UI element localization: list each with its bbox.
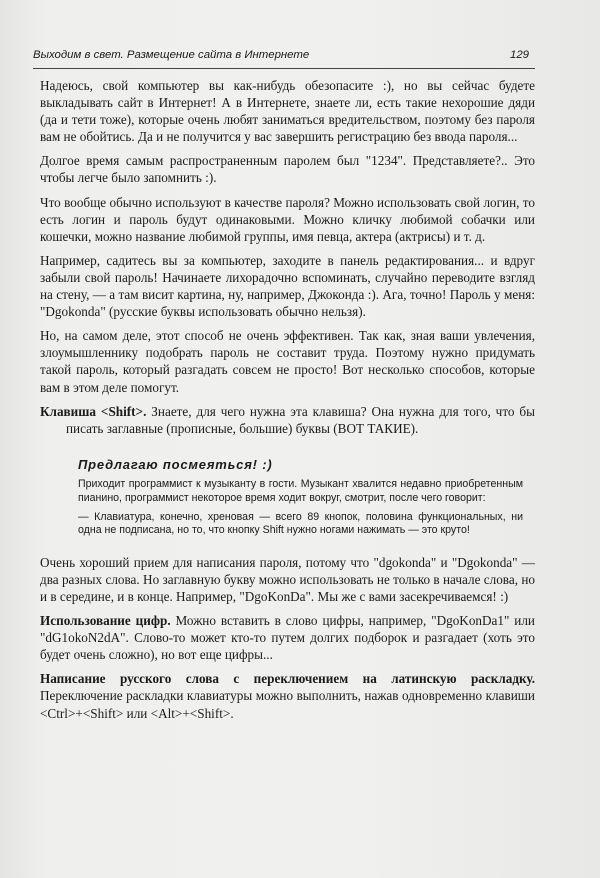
paragraph: Например, садитесь вы за компьютер, заходите в панель редактирования... и вдруг забыли свой пароль! Начинаете лихорадочно вспоминать, случайно переводите взгляд на стену, — а там висит картина, ну, например, Джоконда :). Ага, точно! Пароль у меня: "Dgokonda" (русские буквы использовать обычно нельзя). (40, 252, 535, 320)
paragraph-layout (40, 670, 535, 721)
sidebar-paragraph: — Клавиатура, конечно, хреновая — всего 89 кнопок, половина функциональных, ни одна не подписана, но то, что кнопку Shift нужно ногами нажимать — это круто! (78, 511, 523, 537)
humor-sidebar (44, 458, 531, 538)
paragraph-label: Использование цифр. (40, 613, 171, 629)
paragraph-text: Знаете, для чего нужна эта клавиша? Она нужна для того, что бы писать заглавные (прописные, большие) буквы (ВОТ ТАКИЕ). (66, 403, 535, 436)
running-header (33, 44, 535, 69)
page-body (40, 77, 535, 729)
paragraph-digits (40, 612, 535, 663)
paragraph: Очень хороший прием для написания пароля, потому что "dgokonda" и "Dgokonda" — два разных слова. Но заглавную букву можно использовать не только в начале слова, но и в середине, и в конце. Например, "DgoKonDa". Мы же с вами засекречиваемся! :) (40, 554, 535, 604)
paragraph: Долгое время самым распространенным паролем был "1234". Представляете?.. Это чтобы легче было запомнить :). (40, 153, 535, 186)
paragraph: Надеюсь, свой компьютер вы как-нибудь обезопасите :), но вы сейчас будете выкладывать сайт в Интернет! А в Интернете, знаете ли, есть такие нехорошие дяди (да и тети тоже), которые очень любят заниматься вредительством, поэтому без пароля вам не обойтись. Да и не получится у вас завершить регистрацию без ввода пароля... (40, 78, 535, 145)
page-number: 129 (509, 49, 529, 61)
chapter-title: Выходим в свет. Размещение сайта в Интернете (33, 49, 310, 61)
paragraph: Но, на самом деле, этот способ не очень эффективен. Так как, зная ваши увлечения, злоумышленнику подобрать пароль не составит труда. Поэтому нужно придумать такой пароль, который разгадать совсем не просто! Вот несколько способов, которые вам в этом деле помогут. (40, 328, 535, 395)
sidebar-paragraph: Приходит программист к музыканту в гости. Музыкант хвалится недавно приобретенным пианино, программист некоторое время ходит вокруг, смотрит, после чего говорит: (78, 478, 523, 504)
sidebar-heading: Предлагаю посмеяться! :) (78, 456, 273, 472)
paragraph-shift-key (40, 403, 535, 437)
paragraph-label: Написание русского слова с переключением на латинскую раскладку. (40, 671, 535, 687)
paragraph: Что вообще обычно используют в качестве пароля? Можно использовать свой логин, то есть логин и пароль будут одинаковыми. Можно кличку любимой собачки или кошечки, можно название любимой группы, имя певца, актера (актрисы) и т. д. (40, 194, 535, 244)
paragraph-text: Переключение раскладки клавиатуры можно выполнить, нажав одновременно клавиши <Ctrl>+<Shift> или <Alt>+<Shift>. (40, 688, 535, 721)
paragraph-text: Можно вставить в слово цифры, например, "DgoKonDa1" или "dG1okoN2dA". Слово-то может кто-то путем долгих подборок и разгадает (хоть это будет очень сложно), но вот еще цифры... (40, 613, 535, 663)
paragraph-label: Клавиша <Shift>. (40, 403, 147, 419)
